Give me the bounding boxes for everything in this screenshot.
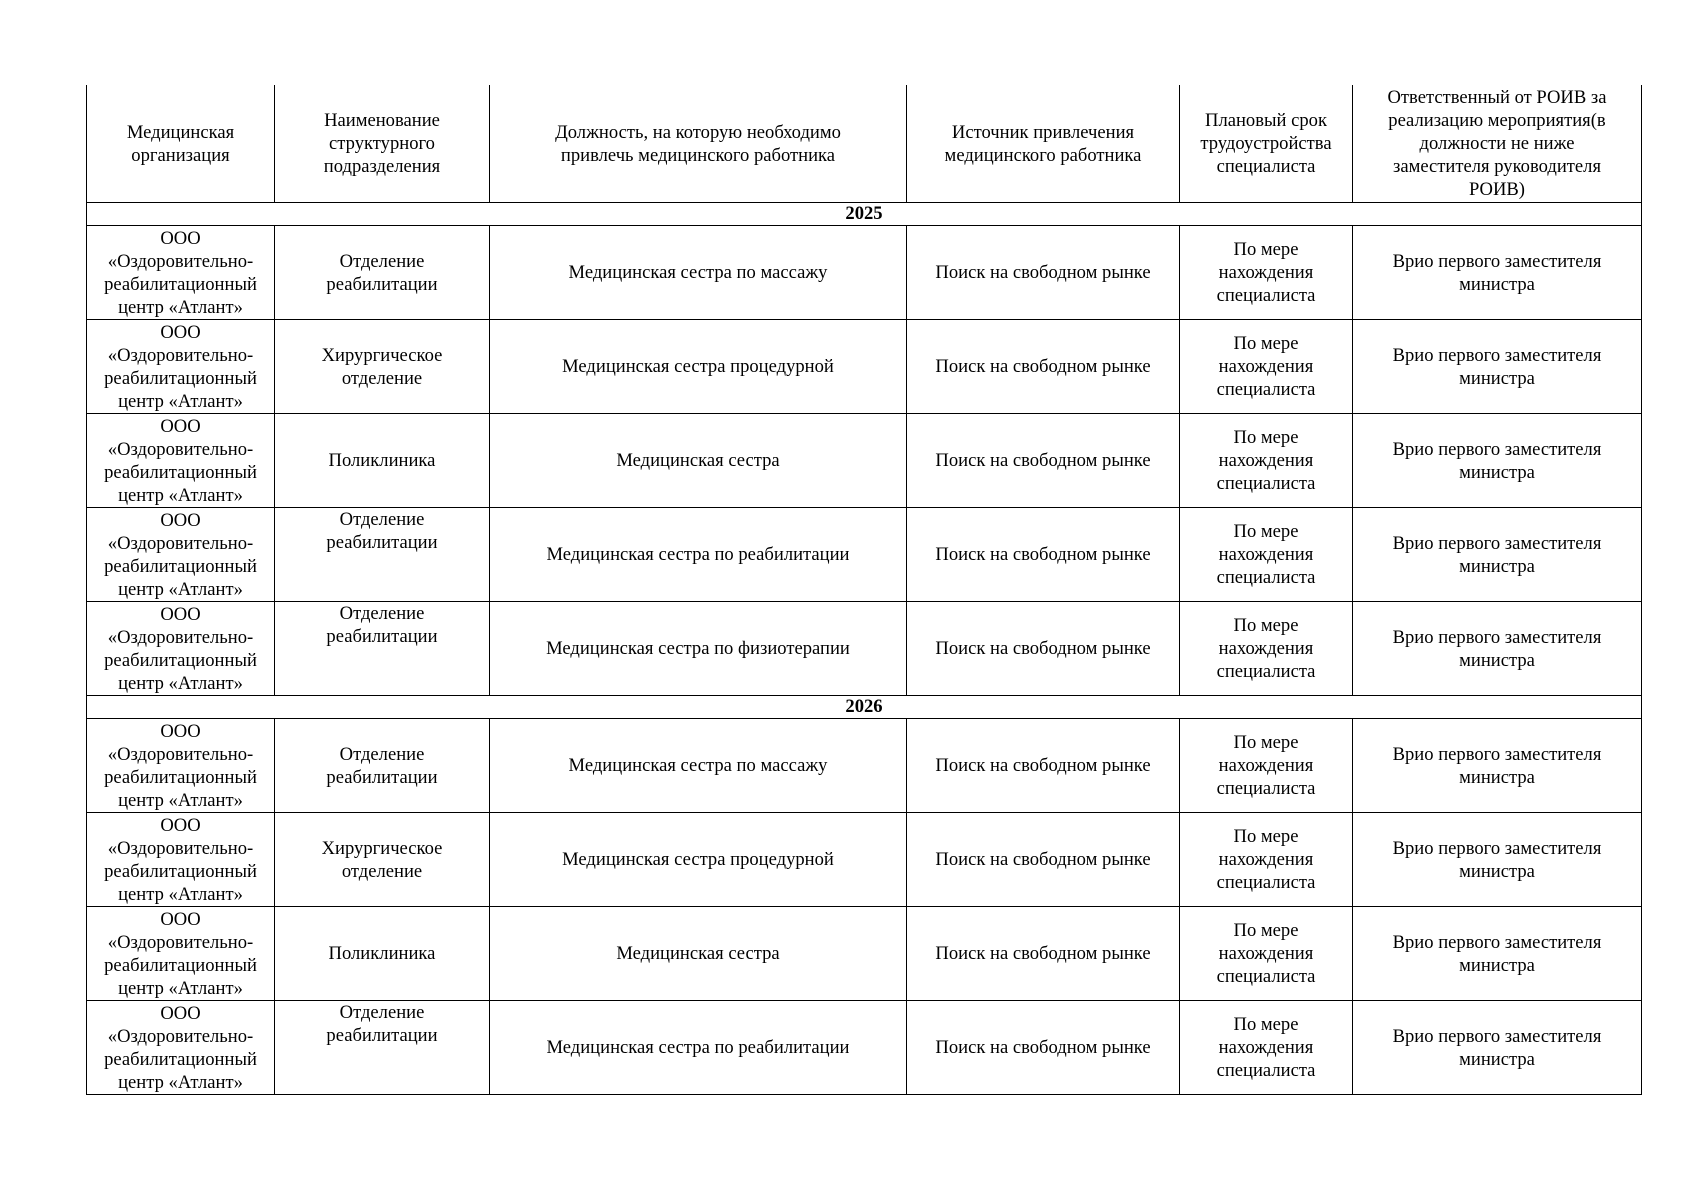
table-row (87, 226, 1642, 320)
cell-responsible: Врио первого заместителя министра (1353, 907, 1642, 1001)
header-medical-organization: Медицинская организация (87, 85, 275, 203)
table-row (87, 719, 1642, 813)
cell-recruitment-source: Поиск на свободном рынке (907, 813, 1180, 907)
cell-medical-organization: ООО «Оздоровительно- реабилитационный центр «Атлант» (87, 1001, 275, 1095)
cell-responsible: Врио первого заместителя министра (1353, 414, 1642, 508)
cell-medical-organization: ООО «Оздоровительно- реабилитационный центр «Атлант» (87, 907, 275, 1001)
cell-recruitment-source: Поиск на свободном рынке (907, 320, 1180, 414)
table-row (87, 1001, 1642, 1095)
cell-position: Медицинская сестра по реабилитации (490, 508, 907, 602)
cell-responsible: Врио первого заместителя министра (1353, 813, 1642, 907)
header-recruitment-source: Источник привлечения медицинского работника (907, 85, 1180, 203)
cell-medical-organization: ООО «Оздоровительно- реабилитационный центр «Атлант» (87, 813, 275, 907)
header-responsible: Ответственный от РОИВ за реализацию мероприятия(в должности не ниже заместителя руководителя РОИВ) (1353, 85, 1642, 203)
cell-structural-unit: Поликлиника (275, 414, 490, 508)
cell-structural-unit: Хирургическое отделение (275, 813, 490, 907)
cell-structural-unit: Отделение реабилитации (275, 719, 490, 813)
header-planned-term: Плановый срок трудоустройства специалиста (1180, 85, 1353, 203)
table-body (87, 203, 1642, 1095)
cell-planned-term: По мере нахождения специалиста (1180, 226, 1353, 320)
cell-planned-term: По мере нахождения специалиста (1180, 719, 1353, 813)
header-position: Должность, на которую необходимо привлечь медицинского работника (490, 85, 907, 203)
cell-planned-term: По мере нахождения специалиста (1180, 1001, 1353, 1095)
cell-structural-unit: Отделение реабилитации (275, 1001, 490, 1095)
cell-medical-organization: ООО «Оздоровительно- реабилитационный центр «Атлант» (87, 320, 275, 414)
cell-position: Медицинская сестра по массажу (490, 226, 907, 320)
cell-recruitment-source: Поиск на свободном рынке (907, 602, 1180, 696)
cell-responsible: Врио первого заместителя министра (1353, 320, 1642, 414)
cell-position: Медицинская сестра по реабилитации (490, 1001, 907, 1095)
table-row (87, 813, 1642, 907)
cell-position: Медицинская сестра процедурной (490, 320, 907, 414)
cell-position: Медицинская сестра по физиотерапии (490, 602, 907, 696)
cell-planned-term: По мере нахождения специалиста (1180, 320, 1353, 414)
table-row (87, 508, 1642, 602)
year-label: 2026 (87, 696, 1642, 719)
staffing-plan-table (86, 85, 1642, 1095)
cell-medical-organization: ООО «Оздоровительно- реабилитационный центр «Атлант» (87, 508, 275, 602)
cell-structural-unit: Отделение реабилитации (275, 508, 490, 602)
cell-responsible: Врио первого заместителя министра (1353, 602, 1642, 696)
table-row (87, 414, 1642, 508)
cell-structural-unit: Отделение реабилитации (275, 226, 490, 320)
year-label: 2025 (87, 203, 1642, 226)
cell-position: Медицинская сестра (490, 414, 907, 508)
cell-medical-organization: ООО «Оздоровительно- реабилитационный центр «Атлант» (87, 719, 275, 813)
header-structural-unit: Наименование структурного подразделения (275, 85, 490, 203)
table-row (87, 320, 1642, 414)
cell-recruitment-source: Поиск на свободном рынке (907, 414, 1180, 508)
cell-responsible: Врио первого заместителя министра (1353, 1001, 1642, 1095)
table-row (87, 907, 1642, 1001)
year-section-row (87, 203, 1642, 226)
year-section-row (87, 696, 1642, 719)
table-header-row (87, 85, 1642, 203)
table-row (87, 602, 1642, 696)
cell-planned-term: По мере нахождения специалиста (1180, 813, 1353, 907)
cell-planned-term: По мере нахождения специалиста (1180, 602, 1353, 696)
cell-planned-term: По мере нахождения специалиста (1180, 508, 1353, 602)
cell-position: Медицинская сестра (490, 907, 907, 1001)
cell-responsible: Врио первого заместителя министра (1353, 508, 1642, 602)
cell-structural-unit: Хирургическое отделение (275, 320, 490, 414)
cell-position: Медицинская сестра процедурной (490, 813, 907, 907)
cell-recruitment-source: Поиск на свободном рынке (907, 508, 1180, 602)
cell-recruitment-source: Поиск на свободном рынке (907, 1001, 1180, 1095)
cell-responsible: Врио первого заместителя министра (1353, 719, 1642, 813)
cell-responsible: Врио первого заместителя министра (1353, 226, 1642, 320)
cell-structural-unit: Отделение реабилитации (275, 602, 490, 696)
cell-medical-organization: ООО «Оздоровительно- реабилитационный центр «Атлант» (87, 226, 275, 320)
cell-recruitment-source: Поиск на свободном рынке (907, 719, 1180, 813)
cell-medical-organization: ООО «Оздоровительно- реабилитационный центр «Атлант» (87, 414, 275, 508)
cell-medical-organization: ООО «Оздоровительно- реабилитационный центр «Атлант» (87, 602, 275, 696)
cell-planned-term: По мере нахождения специалиста (1180, 907, 1353, 1001)
cell-planned-term: По мере нахождения специалиста (1180, 414, 1353, 508)
cell-recruitment-source: Поиск на свободном рынке (907, 907, 1180, 1001)
cell-position: Медицинская сестра по массажу (490, 719, 907, 813)
cell-structural-unit: Поликлиника (275, 907, 490, 1001)
cell-recruitment-source: Поиск на свободном рынке (907, 226, 1180, 320)
